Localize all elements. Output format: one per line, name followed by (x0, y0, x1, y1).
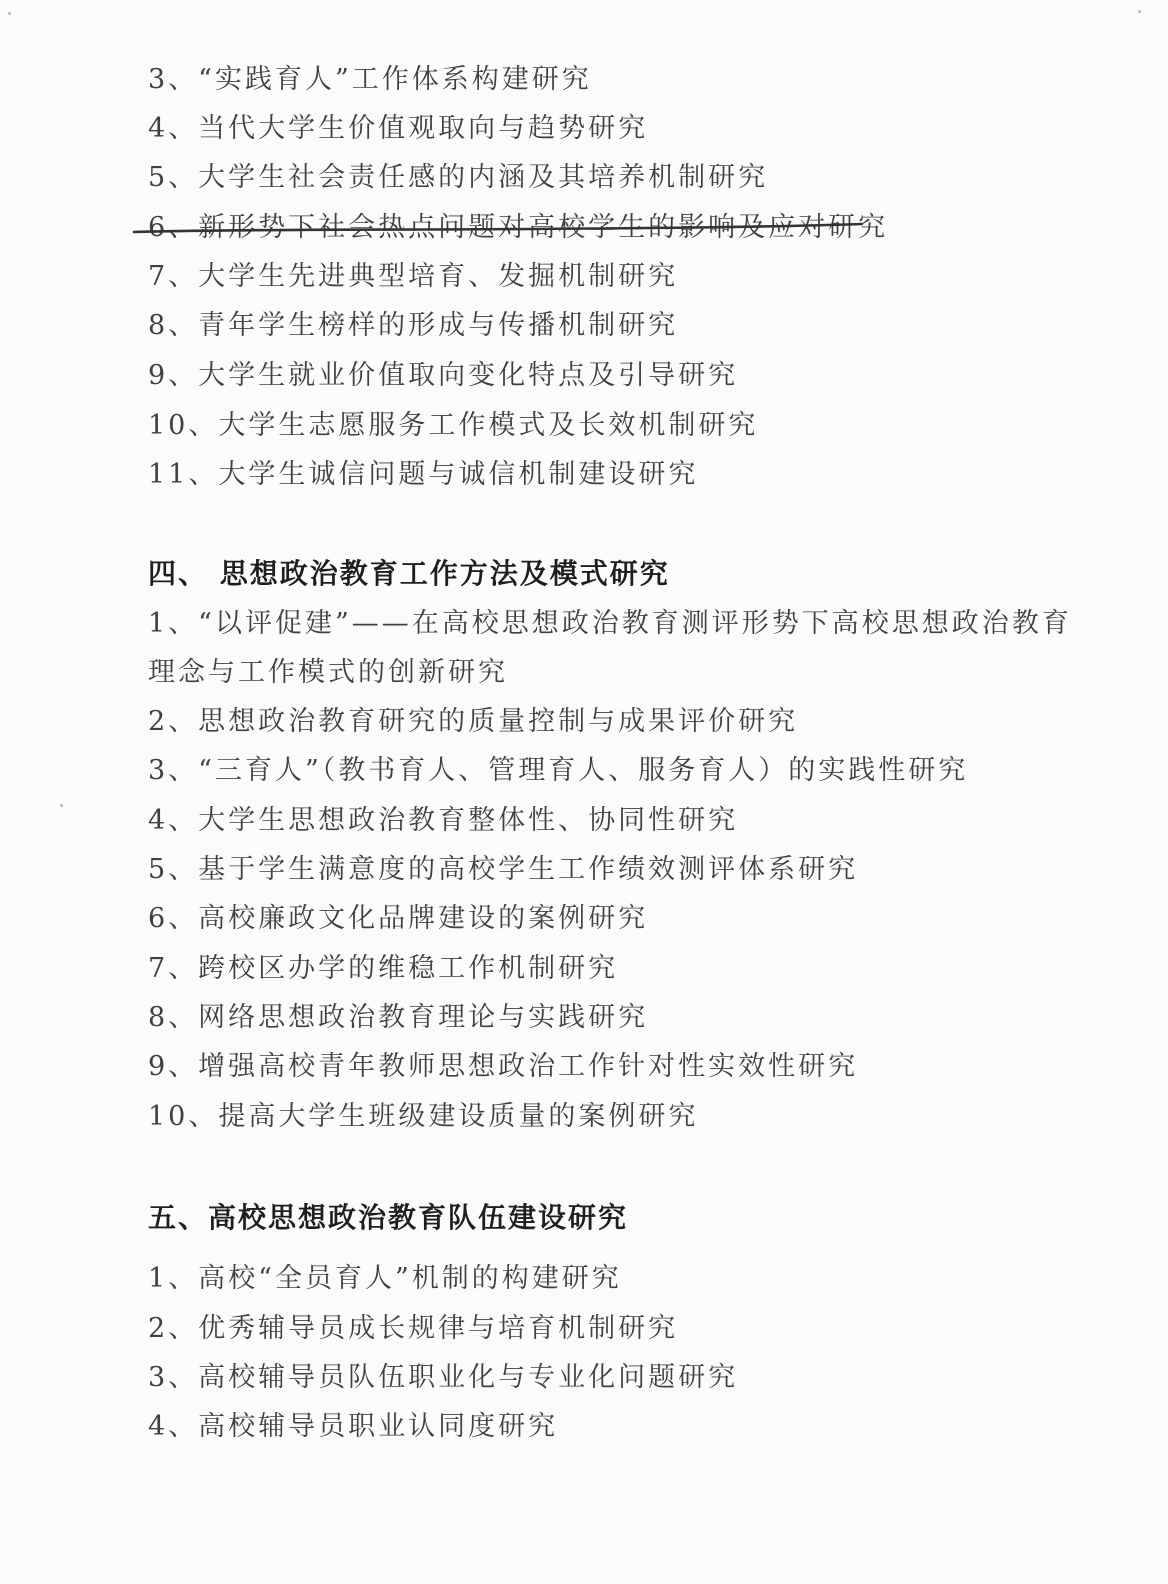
list-item: 2、优秀辅导员成长规律与培育机制研究 (148, 1313, 679, 1344)
list-item: 3、高校辅导员队伍职业化与专业化问题研究 (148, 1362, 739, 1393)
struck-through-item (130, 206, 890, 250)
list-item: 3、“三育人”（教书育人、管理育人、服务育人）的实践性研究 (148, 755, 969, 786)
list-item: 8、青年学生榜样的形成与传播机制研究 (148, 310, 679, 341)
list-item: 6、高校廉政文化品牌建设的案例研究 (148, 903, 649, 934)
list-item: 9、大学生就业价值取向变化特点及引导研究 (148, 360, 739, 391)
list-item: 4、高校辅导员职业认同度研究 (148, 1411, 559, 1442)
list-item: 5、大学生社会责任感的内涵及其培养机制研究 (148, 162, 769, 193)
list-item: 1、“以评促建”——在高校思想政治教育测评形势下高校思想政治教育 (148, 608, 1072, 639)
list-item: 10、大学生志愿服务工作模式及长效机制研究 (148, 410, 759, 441)
section-heading: 四、 思想政治教育工作方法及模式研究 (148, 557, 670, 590)
list-item: 1、高校“全员育人”机制的构建研究 (148, 1263, 622, 1294)
list-item: 2、思想政治教育研究的质量控制与成果评价研究 (148, 706, 799, 737)
section-heading: 五、高校思想政治教育队伍建设研究 (148, 1201, 629, 1234)
list-item-continuation: 理念与工作模式的创新研究 (148, 657, 508, 688)
list-item: 4、大学生思想政治教育整体性、协同性研究 (148, 805, 739, 836)
list-item: 4、当代大学生价值观取向与趋势研究 (148, 113, 649, 144)
list-item: 9、增强高校青年教师思想政治工作针对性实效性研究 (148, 1051, 859, 1082)
list-item: 7、跨校区办学的维稳工作机制研究 (148, 953, 619, 984)
list-item: 7、大学生先进典型培育、发掘机制研究 (148, 261, 679, 292)
list-item: 11、大学生诚信问题与诚信机制建设研究 (148, 459, 699, 490)
handwritten-strikethrough (130, 206, 890, 250)
scan-speck (1138, 10, 1141, 13)
list-item: 10、提高大学生班级建设质量的案例研究 (148, 1101, 699, 1132)
list-item: 8、网络思想政治教育理论与实践研究 (148, 1002, 649, 1033)
scan-speck (8, 12, 11, 15)
scan-speck (60, 804, 63, 807)
list-item: 6、新形势下社会热点问题对高校学生的影响及应对研究 (148, 212, 889, 243)
list-item: 5、基于学生满意度的高校学生工作绩效测评体系研究 (148, 854, 859, 885)
list-item: 3、“实践育人”工作体系构建研究 (148, 64, 592, 95)
